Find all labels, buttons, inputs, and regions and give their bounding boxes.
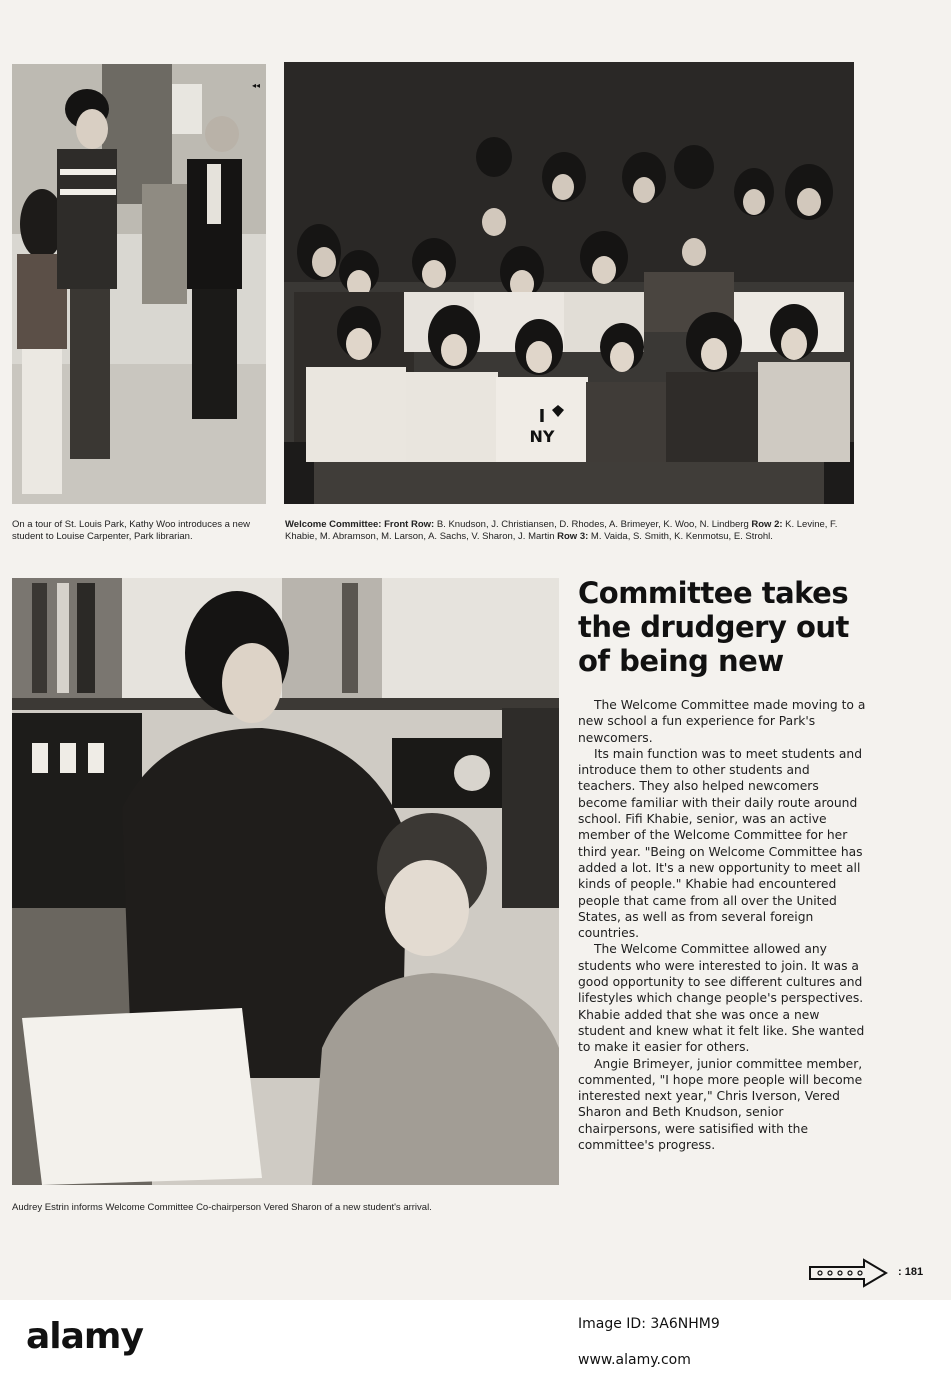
group-photo	[284, 62, 854, 504]
office-caption-text: Audrey Estrin informs Welcome Committee Co-chairperson Vered Sharon of a new student's arrival.	[12, 1202, 432, 1213]
article-paragraph: Angie Brimeyer, junior committee member, commented, "I hope more people will become interested next year," Chris Iverson, Vered Sharon and Beth Knudson, senior chairpersons, were satisified with the committee's progress.	[578, 1056, 863, 1153]
article-paragraph: The Welcome Committee allowed any students who were interested to join. It was a good opportunity to see different cultures and lifestyles which change people's perspectives. Khabie added that she was once a new student and knew what it felt like. She wanted to make it easier for others.	[578, 942, 865, 1055]
svg-text:◂◂: ◂◂	[251, 81, 260, 90]
group-caption-row2-label: Row 2:	[751, 519, 783, 530]
footer-url: www.alamy.com	[578, 1352, 691, 1368]
article-paragraph: The Welcome Committee made moving to a new school a fun experience for Park's newcomers.	[578, 698, 866, 745]
group-caption-lead: Welcome Committee: Front Row:	[285, 519, 435, 530]
group-caption-row3-label: Row 3:	[557, 531, 589, 542]
group-caption-row1: B. Knudson, J. Christiansen, D. Rhodes, A. Brimeyer, K. Woo, N. Lindberg	[434, 519, 752, 530]
library-caption-text: On a tour of St. Louis Park, Kathy Woo introduces a new student to Louise Carpenter, Park librarian.	[12, 519, 250, 542]
article-paragraph: Its main function was to meet students and introduce them to other students and teachers. They also helped newcomers become familiar with their daily route around school. Fifi Khabie, senior, was an active member of the Welcome Committee for her third year. "Being on Welcome Committee has added a lot. It's a new opportunity to meet all kinds of people." Khabie had encountered people that came from all over the United States, as well as from several foreign countries.	[578, 746, 863, 941]
group-caption-row2: K. Levine, F. Khabie, M. Abramson, M. Larson, A. Sachs, V. Sharon, J. Martin	[285, 519, 838, 542]
library-caption	[12, 519, 268, 543]
shirt-line1: I	[538, 406, 546, 427]
page-number: : 181	[898, 1266, 924, 1278]
library-photo	[12, 64, 266, 504]
article-body	[578, 697, 868, 1153]
alamy-logo: alamy	[26, 1316, 143, 1357]
group-caption-row3: M. Vaida, S. Smith, K. Kenmotsu, E. Strohl.	[588, 531, 773, 542]
office-photo	[12, 578, 559, 1185]
next-page-arrow-icon	[808, 1258, 888, 1288]
office-caption	[12, 1202, 559, 1214]
group-caption	[285, 519, 850, 543]
shirt-line2: NY	[529, 427, 555, 446]
image-id: Image ID: 3A6NHM9	[578, 1316, 720, 1332]
article-headline: Committee takes the drudgery out of being new	[578, 576, 849, 678]
